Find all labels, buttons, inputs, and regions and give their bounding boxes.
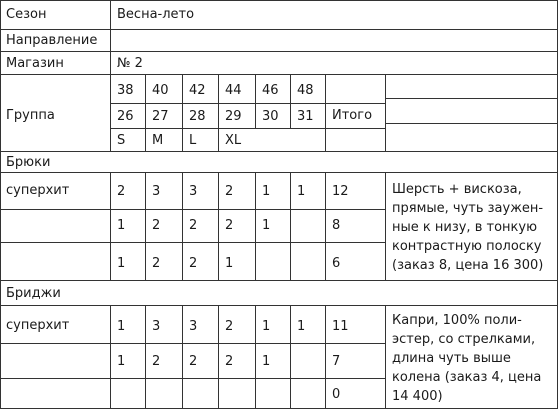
cell-value: 1 bbox=[225, 256, 234, 271]
note-line: длина чуть выше bbox=[392, 351, 511, 366]
grid-line bbox=[0, 172, 558, 173]
grid-line bbox=[325, 172, 326, 280]
cell-value: 2 bbox=[189, 354, 198, 369]
cell-value: 2 bbox=[225, 354, 234, 369]
grid-line bbox=[0, 0, 558, 1]
grid-line bbox=[145, 305, 146, 409]
cell-value: 1 bbox=[117, 354, 126, 369]
cell-value: 1 bbox=[262, 184, 271, 199]
grid-line bbox=[182, 172, 183, 280]
note-line: контрастную полоску bbox=[392, 239, 542, 254]
note-line: Шерсть + вискоза, bbox=[392, 182, 522, 197]
grid-line bbox=[0, 305, 558, 306]
cell-value: 1 bbox=[262, 319, 271, 334]
grid-line bbox=[0, 343, 385, 344]
grid-line bbox=[290, 172, 291, 280]
note-line: эстер, со стрелками, bbox=[392, 332, 536, 347]
size-letter: S bbox=[117, 133, 126, 148]
cell-value: 2 bbox=[225, 319, 234, 334]
grid-line bbox=[0, 280, 558, 281]
cell-value: 2 bbox=[152, 218, 161, 233]
grid-line bbox=[0, 51, 558, 52]
grid-line bbox=[385, 172, 386, 280]
grid-line bbox=[0, 151, 558, 152]
grid-line bbox=[255, 172, 256, 280]
cell-value: 2 bbox=[189, 218, 198, 233]
total-label: Итого bbox=[332, 108, 373, 123]
cell-value: 2 bbox=[152, 256, 161, 271]
note-line: колена (заказ 4, цена bbox=[392, 370, 542, 385]
row-total: 6 bbox=[332, 256, 341, 271]
size-int: 27 bbox=[152, 109, 169, 124]
shop-label: Магазин bbox=[6, 56, 64, 71]
cell-value: 1 bbox=[117, 256, 126, 271]
grid-line bbox=[0, 242, 385, 243]
grid-line bbox=[255, 305, 256, 409]
size-int: 31 bbox=[297, 109, 314, 124]
row-total: 12 bbox=[332, 184, 349, 199]
size-ru: 42 bbox=[189, 83, 206, 98]
grid-line bbox=[0, 29, 558, 30]
note-line: (заказ 8, цена 16 300) bbox=[392, 258, 544, 273]
section-title: Брюки bbox=[6, 155, 51, 170]
size-int: 30 bbox=[262, 109, 279, 124]
cell-value: 1 bbox=[117, 319, 126, 334]
grid-line bbox=[145, 172, 146, 280]
cell-value: 1 bbox=[262, 218, 271, 233]
shop-value: № 2 bbox=[117, 56, 143, 71]
cell-value: 2 bbox=[152, 354, 161, 369]
cell-value: 3 bbox=[189, 319, 198, 334]
grid-line bbox=[385, 123, 558, 124]
grid-line bbox=[385, 74, 386, 151]
grid-line bbox=[110, 305, 111, 409]
size-ru: 44 bbox=[225, 83, 242, 98]
group-label: Группа bbox=[6, 108, 55, 123]
note-line: прямые, чуть заужен- bbox=[392, 201, 544, 216]
grid-line bbox=[255, 74, 256, 128]
cell-value: 1 bbox=[262, 354, 271, 369]
cell-value: 3 bbox=[189, 184, 198, 199]
cell-value: 2 bbox=[225, 184, 234, 199]
grid-line bbox=[110, 0, 111, 151]
grid-line bbox=[145, 74, 146, 151]
grid-line bbox=[385, 305, 386, 409]
direction-label: Направление bbox=[6, 33, 98, 48]
size-ru: 48 bbox=[297, 83, 314, 98]
grid-line bbox=[290, 74, 291, 128]
row-label: суперхит bbox=[6, 183, 70, 198]
note-line: ные к низу, в тонкую bbox=[392, 220, 538, 235]
grid-line bbox=[218, 74, 219, 151]
cell-value: 1 bbox=[117, 218, 126, 233]
grid-line bbox=[0, 74, 558, 75]
grid-line bbox=[110, 103, 385, 104]
cell-value: 2 bbox=[117, 184, 126, 199]
note-line: Капри, 100% поли- bbox=[392, 313, 522, 328]
cell-value: 2 bbox=[189, 256, 198, 271]
grid-line bbox=[182, 305, 183, 409]
section-title: Бриджи bbox=[6, 286, 61, 301]
size-letter: XL bbox=[225, 133, 242, 148]
product-note bbox=[392, 311, 541, 406]
grid-line bbox=[0, 209, 385, 210]
size-ru: 38 bbox=[117, 83, 134, 98]
grid-line bbox=[0, 378, 385, 379]
size-ru: 46 bbox=[262, 83, 279, 98]
grid-line bbox=[182, 74, 183, 151]
cell-value: 1 bbox=[297, 184, 306, 199]
grid-line bbox=[290, 305, 291, 409]
grid-line bbox=[325, 74, 326, 151]
grid-line bbox=[325, 305, 326, 409]
grid-line bbox=[218, 172, 219, 280]
cell-value: 3 bbox=[152, 319, 161, 334]
size-int: 28 bbox=[189, 109, 206, 124]
row-total: 0 bbox=[332, 387, 341, 402]
product-note bbox=[392, 180, 543, 275]
size-ru: 40 bbox=[152, 83, 169, 98]
size-letter: L bbox=[189, 133, 197, 148]
row-label: суперхит bbox=[6, 318, 70, 333]
size-int: 26 bbox=[117, 109, 134, 124]
row-total: 8 bbox=[332, 218, 341, 233]
grid-line bbox=[385, 98, 558, 99]
grid-line bbox=[0, 0, 1, 409]
note-line: 14 400) bbox=[392, 389, 443, 404]
size-letter: M bbox=[152, 133, 164, 148]
season-label: Сезон bbox=[6, 7, 47, 22]
row-total: 11 bbox=[332, 319, 349, 334]
grid-line bbox=[218, 305, 219, 409]
size-int: 29 bbox=[225, 109, 242, 124]
cell-value: 3 bbox=[152, 184, 161, 199]
grid-line bbox=[110, 172, 111, 280]
season-value: Весна-лето bbox=[117, 7, 195, 22]
row-total: 7 bbox=[332, 354, 341, 369]
cell-value: 1 bbox=[297, 319, 306, 334]
cell-value: 2 bbox=[225, 218, 234, 233]
grid-line bbox=[110, 128, 385, 129]
